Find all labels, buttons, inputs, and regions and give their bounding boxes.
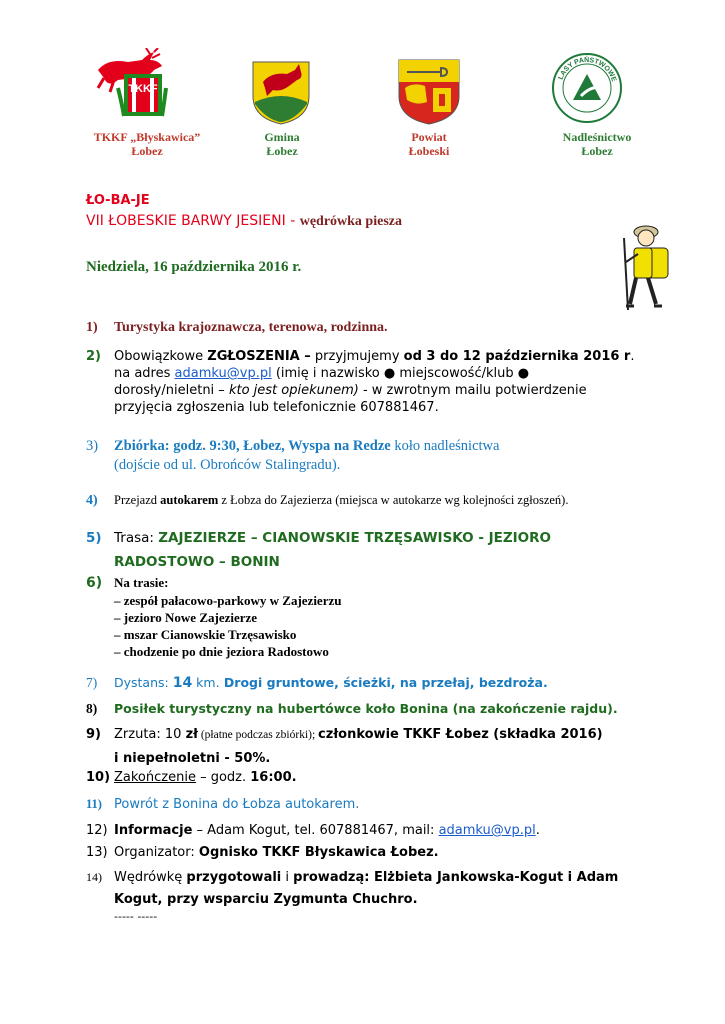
list-item-14: 14) Wędrówkę przygotowali i prowadzą: Elżbieta Jankowska-Kogut i Adam Kogut, przy wsparciu Zygmunta Chuchro. ----- -----	[86, 870, 619, 923]
logo-caption-gmina: Gmina Łobez	[264, 130, 300, 158]
lasy-panstwowe-logo	[551, 52, 623, 124]
list-item-4: 4) Przejazd autokarem z Łobza do Zajezierza (miejsca w autokarze wg kolejności zgłoszeń).	[86, 493, 569, 508]
loobaje-heading: ŁO-BA-JE	[86, 193, 150, 208]
email-link-2[interactable]: adamku@vp.pl	[438, 823, 536, 838]
hiker-illustration	[600, 218, 700, 314]
list-item-8: 8) Posiłek turystyczny na hubertówce koło Bonina (na zakończenie rajdu).	[86, 701, 618, 716]
gmina-coat-of-arms	[251, 60, 311, 126]
list-item-3: 3) Zbiórka: godz. 9:30, Łobez, Wyspa na Redze koło nadleśnictwa (dojście od ul. Obrońców Stalingradu).	[86, 438, 500, 473]
route-point: – jezioro Nowe Zajezierze	[114, 610, 258, 625]
tkkf-logo	[88, 48, 178, 120]
route-point: – mszar Cianowskie Trzęsawisko	[114, 627, 297, 642]
list-item-11: 11) Powrót z Bonina do Łobza autokarem.	[86, 797, 360, 812]
route-point: – zespół pałacowo-parkowy w Zajezierzu	[114, 593, 342, 608]
logo-caption-nadlesnictwo: Nadleśnictwo Łobez	[562, 130, 632, 158]
lasy-text: LASY PAŃSTWOWE	[557, 56, 618, 83]
list-item-10: 10) Zakończenie – godz. 16:00.	[86, 770, 297, 785]
list-item-2: 2) Obowiązkowe ZGŁOSZENIA – przyjmujemy od 3 do 12 października 2016 r. na adres adamku@vp.pl (imię i nazwisko ● miejscowość/klub ● dorosły/nieletni – kto jest opiekunem) - w zwrotnym mailu potwierdzenie przyjęcia zgłoszenia lub telefonicznie 607881467.	[86, 349, 635, 415]
logo-caption-tkkf: TKKF „Błyskawica” Łobez	[93, 130, 201, 158]
event-title: VII ŁOBESKIE BARWY JESIENI - wędrówka piesza	[86, 213, 402, 229]
logo-caption-powiat: Powiat Łobeski	[408, 130, 450, 158]
list-item-9: 9) Zrzuta: 10 zł (płatne podczas zbiórki); członkowie TKKF Łobez (składka 2016) i niepełnoletni - 50%.	[86, 727, 603, 766]
route-point: – chodzenie po dnie jeziora Radostowo	[114, 644, 329, 659]
email-link[interactable]: adamku@vp.pl	[174, 366, 272, 381]
tkkf-letters: TKKF	[128, 83, 158, 95]
list-item-12: 12) Informacje – Adam Kogut, tel. 607881467, mail: adamku@vp.pl.	[86, 823, 540, 838]
powiat-coat-of-arms	[397, 58, 461, 126]
list-item-1: 1) Turystyka krajoznawcza, terenowa, rodzinna.	[86, 320, 388, 335]
list-item-13: 13) Organizator: Ognisko TKKF Błyskawica Łobez.	[86, 845, 439, 860]
list-item-7: 7) Dystans: 14 km. Drogi gruntowe, ścieżki, na przełaj, bezdroża.	[86, 675, 548, 691]
event-date: Niedziela, 16 października 2016 r.	[86, 259, 302, 275]
list-item-6: 6) Na trasie: – zespół pałacowo-parkowy w Zajezierzu – jezioro Nowe Zajezierze – mszar Cianowskie Trzęsawisko – chodzenie po dnie jeziora Radostowo	[86, 574, 646, 660]
list-item-5: 5) Trasa: ZAJEZIERZE – CIANOWSKIE TRZĘSAWISKO - JEZIORO RADOSTOWO – BONIN	[86, 530, 552, 570]
